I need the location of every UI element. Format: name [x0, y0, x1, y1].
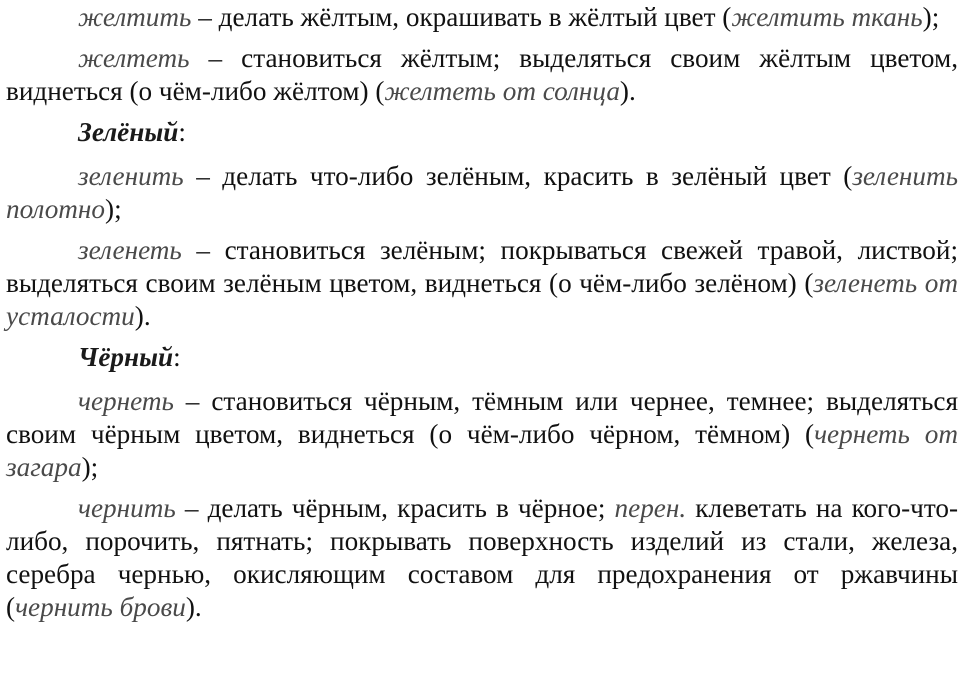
section-heading-black [6, 341, 958, 374]
entry-definition: – делать чёрным, красить в чёрное; [175, 493, 615, 523]
entry-definition: – становиться зелёным; покрываться свежей травой, листвой; выделяться своим зелёным цветом, виднеться (о чём-либо зелёном) ( [6, 235, 958, 298]
entry-term: желтить [78, 2, 192, 32]
entry-chernit [6, 492, 958, 624]
entry-example: зеленить полотно [6, 161, 958, 224]
entry-definition: – становиться жёлтым; выделяться своим жёлтым цветом, виднеться (о чём-либо жёлтом) ( [6, 43, 958, 106]
entry-definition: – делать что-либо зелёным, красить в зелёный цвет ( [183, 161, 853, 191]
entry-end: ); [922, 2, 940, 32]
entry-end: ). [185, 592, 202, 622]
entry-term: чернить [78, 493, 176, 523]
entry-term: желтеть [78, 43, 190, 73]
entry-end: ). [134, 301, 151, 331]
entry-end: ); [105, 194, 122, 224]
entry-end: ); [81, 452, 99, 482]
section-heading-colon: : [178, 117, 186, 147]
section-heading-colon: : [173, 342, 181, 372]
entry-example: зеленеть от усталости [6, 268, 958, 331]
entry-example: чернить брови [15, 592, 186, 622]
entry-example: чернеть от загара [6, 419, 958, 482]
entry-term: зеленеть [78, 235, 182, 265]
entry-example: желтить ткань [731, 2, 923, 32]
entry-zelenet [6, 234, 958, 333]
section-heading-green [6, 116, 958, 149]
entry-definition: – делать жёлтым, окрашивать в жёлтый цвет ( [191, 2, 732, 32]
entry-end: ). [619, 76, 636, 106]
entry-note: перен. [614, 493, 687, 523]
entry-term: зеленить [78, 161, 184, 191]
entry-zheltet [6, 42, 958, 108]
entry-definition-continued: клеветать на кого-что-либо, порочить, пятнать; покрывать поверхность изделий из стали, железа, серебра чернью, окисляющим составом для предохранения от ржавчины ( [6, 493, 959, 622]
entry-term: чернеть [78, 386, 174, 416]
entry-chernet [6, 385, 958, 484]
entry-zelenit [6, 160, 958, 226]
entry-example: желтеть от солнца [384, 76, 620, 106]
section-heading-label: Чёрный [78, 342, 174, 372]
dictionary-page [6, 1, 958, 632]
entry-definition: – становиться чёрным, тёмным или чернее, темнее; выделяться своим чёрным цветом, виднеться (о чём-либо чёрном, тёмном) ( [6, 386, 958, 449]
section-heading-label: Зелёный [78, 117, 179, 147]
entry-zheltit [6, 1, 958, 34]
